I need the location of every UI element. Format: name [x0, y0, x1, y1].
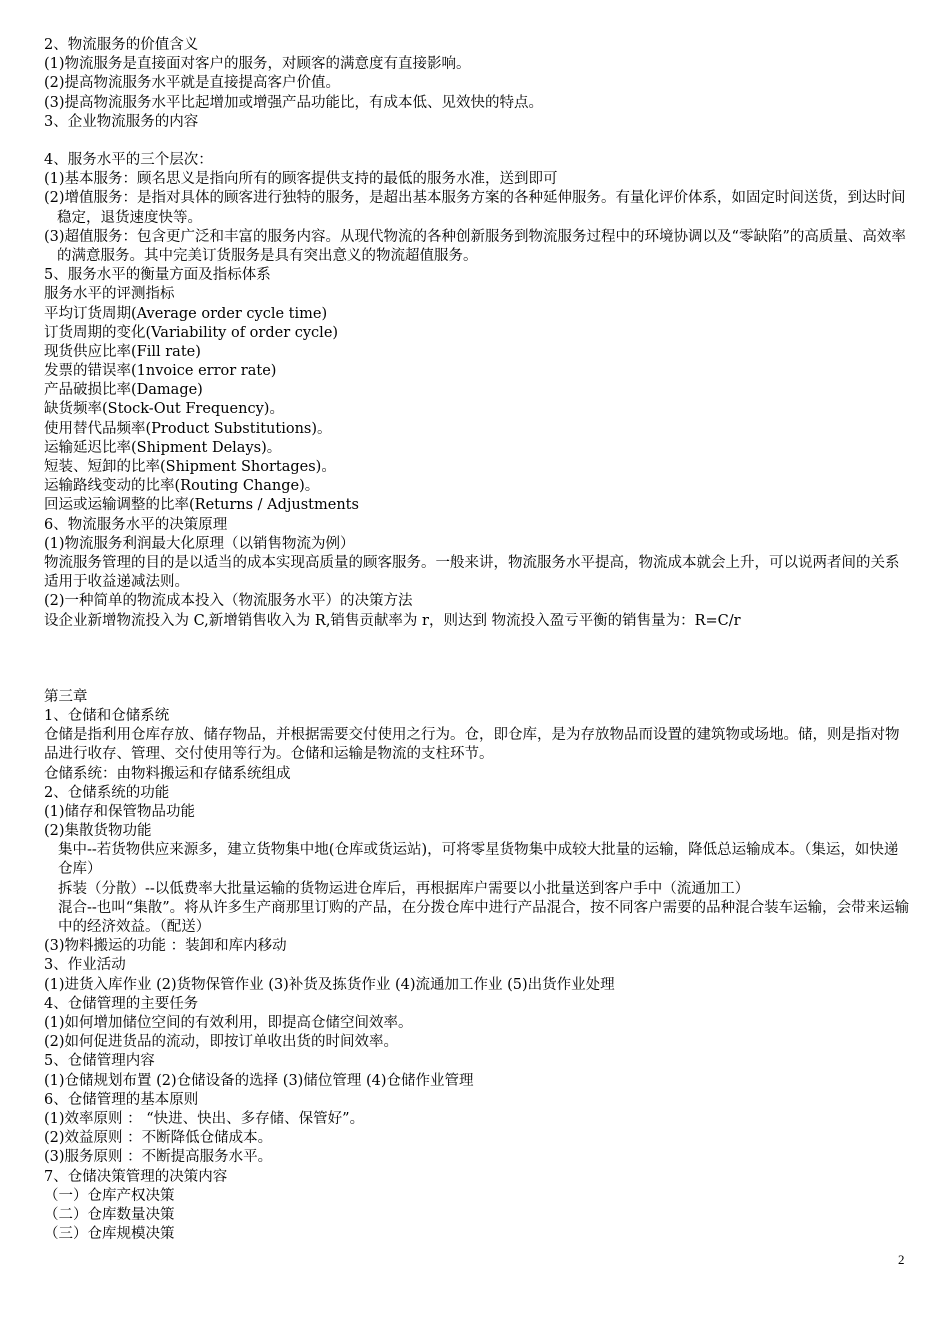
text-line: 订货周期的变化(Variability of order cycle): [44, 324, 339, 341]
text-line: 仓储是指利用仓库存放、储存物品，并根据需要交付使用之行为。仓，即仓库，是为存放物品而设置的建筑物或场地。储，则是指对物品进行收存、管理、交付使用等行为。仓储和运输是物流的支柱环节。: [44, 727, 900, 763]
section-heading: 3、作业活动: [44, 957, 126, 974]
section-heading: 4、服务水平的三个层次：: [44, 151, 213, 168]
section-heading: 5、仓储管理内容: [44, 1053, 155, 1070]
page-number: 2: [898, 1252, 905, 1267]
text-line: (1)如何增加储位空间的有效利用，即提高仓储空间效率。: [44, 1015, 413, 1031]
section-heading: 3、企业物流服务的内容: [44, 113, 199, 130]
text-line: (3)超值服务：包含更广泛和丰富的服务内容。从现代物流的各种创新服务到物流服务过程中的环境协调以及“零缺陷”的高质量、高效率的满意服务。其中完美订货服务是具有突出意义的物流超值服务。: [44, 228, 906, 264]
section-heading: 7、仓储决策管理的决策内容: [44, 1168, 228, 1185]
text-line: 运输路线变动的比率(Routing Change)。: [44, 478, 320, 495]
text-line: (1)储存和保管物品功能: [44, 803, 196, 820]
text-line: （三）仓库规模决策: [44, 1226, 175, 1243]
section-heading: 6、物流服务水平的决策原理: [44, 516, 228, 533]
text-line: 使用替代品频率(Product Substitutions)。: [44, 420, 332, 437]
text-line: (1)物流服务利润最大化原理（以销售物流为例）: [44, 535, 355, 552]
text-line: (2)集散货物功能: [44, 823, 152, 840]
text-line: 平均订货周期(Average order cycle time): [44, 305, 328, 322]
section-heading: 4、仓储管理的主要任务: [44, 995, 199, 1012]
text-line: 产品破损比率(Damage): [44, 382, 203, 399]
text-line: 发票的错误率(1nvoice error rate): [44, 363, 277, 380]
text-line: (1)进货入库作业 (2)货物保管作业 (3)补货及拣货作业 (4)流通加工作业 (5)出货作业处理: [44, 976, 615, 993]
section-heading: 2、仓储系统的功能: [44, 784, 170, 801]
text-line: (1)仓储规划布置 (2)仓储设备的选择 (3)储位管理 (4)仓储作业管理: [44, 1072, 474, 1089]
text-line: (3)物料搬运的功能 ：装卸和库内移动: [44, 938, 287, 955]
text-line: 运输延迟比率(Shipment Delays)。: [44, 439, 282, 456]
blank-line: [44, 132, 910, 151]
text-line: (3)提高物流服务水平比起增加或增强产品功能比，有成本低、见效快的特点。: [44, 94, 544, 111]
text-line: (2)一种简单的物流成本投入（物流服务水平）的决策方法: [44, 593, 413, 610]
section-heading: 1、仓储和仓储系统: [44, 707, 170, 724]
text-line: 物流服务管理的目的是以适当的成本实现高质量的顾客服务。一般来讲，物流服务水平提高，物流成本就会上升，可以说两者间的关系适用于收益递减法则。: [44, 554, 900, 591]
text-line: (1)物流服务是直接面对客户的服务，对顾客的满意度有直接影响。: [44, 56, 471, 73]
text-line: （二）仓库数量决策: [44, 1206, 175, 1223]
text-line: 回运或运输调整的比率(Returns / Adjustments: [44, 497, 359, 514]
text-line: 服务水平的评测指标: [44, 286, 175, 303]
text-line: 设企业新增物流投入为 C,新增销售收入为 R,销售贡献率为 r，则达到 物流投入盈亏平衡的销售量为：R=C/r: [44, 612, 741, 629]
text-line: 拆装（分散）--以低费率大批量运输的货物运进仓库后，再根据库户需要以小批量送到客户手中（流通加工）: [58, 880, 750, 897]
text-line: (1)基本服务：顾名思义是指向所有的顾客提供支持的最低的服务水准，送到即可: [44, 171, 558, 188]
text-line: (1)效率原则 ： “快进、快出、多存储、保管好”。: [44, 1110, 365, 1127]
text-line: （一）仓库产权决策: [44, 1187, 175, 1204]
document-body: [44, 36, 910, 1244]
section-heading: 2、物流服务的价值含义: [44, 37, 199, 53]
text-line: 短装、短卸的比率(Shipment Shortages)。: [44, 459, 336, 475]
blank-line: [44, 631, 910, 688]
text-line: (2)如何促进货品的流动，即按订单收出货的时间效率。: [44, 1034, 399, 1051]
section-heading: 5、服务水平的衡量方面及指标体系: [44, 267, 271, 284]
text-line: 现货供应比率(Fill rate): [44, 343, 201, 360]
text-line: (2)提高物流服务水平就是直接提高客户价值。: [44, 75, 341, 92]
text-line: 缺货频率(Stock-Out Frequency)。: [44, 401, 284, 418]
text-line: (2)效益原则 ：不断降低仓储成本。: [44, 1130, 273, 1147]
text-line: 仓储系统：由物料搬运和存储系统组成: [44, 765, 291, 782]
text-line: (3)服务原则 ：不断提高服务水平。: [44, 1149, 273, 1166]
text-line: 第三章: [44, 688, 88, 705]
text-line: 混合--也叫“集散”。将从许多生产商那里订购的产品，在分拨仓库中进行产品混合，按不同客户需要的品种混合装车运输，会带来运输中的经济效益。（配送）: [58, 899, 910, 936]
section-heading: 6、仓储管理的基本原则: [44, 1091, 199, 1108]
text-line: 集中--若货物供应来源多，建立货物集中地(仓库或货运站)，可将零星货物集中成较大批量的运输，降低总运输成本。（集运，如快递仓库）: [58, 842, 899, 878]
text-line: (2)增值服务：是指对具体的顾客进行独特的服务，是超出基本服务方案的各种延伸服务。有量化评价体系，如固定时间送货，到达时间稳定，退货速度快等。: [44, 190, 906, 226]
